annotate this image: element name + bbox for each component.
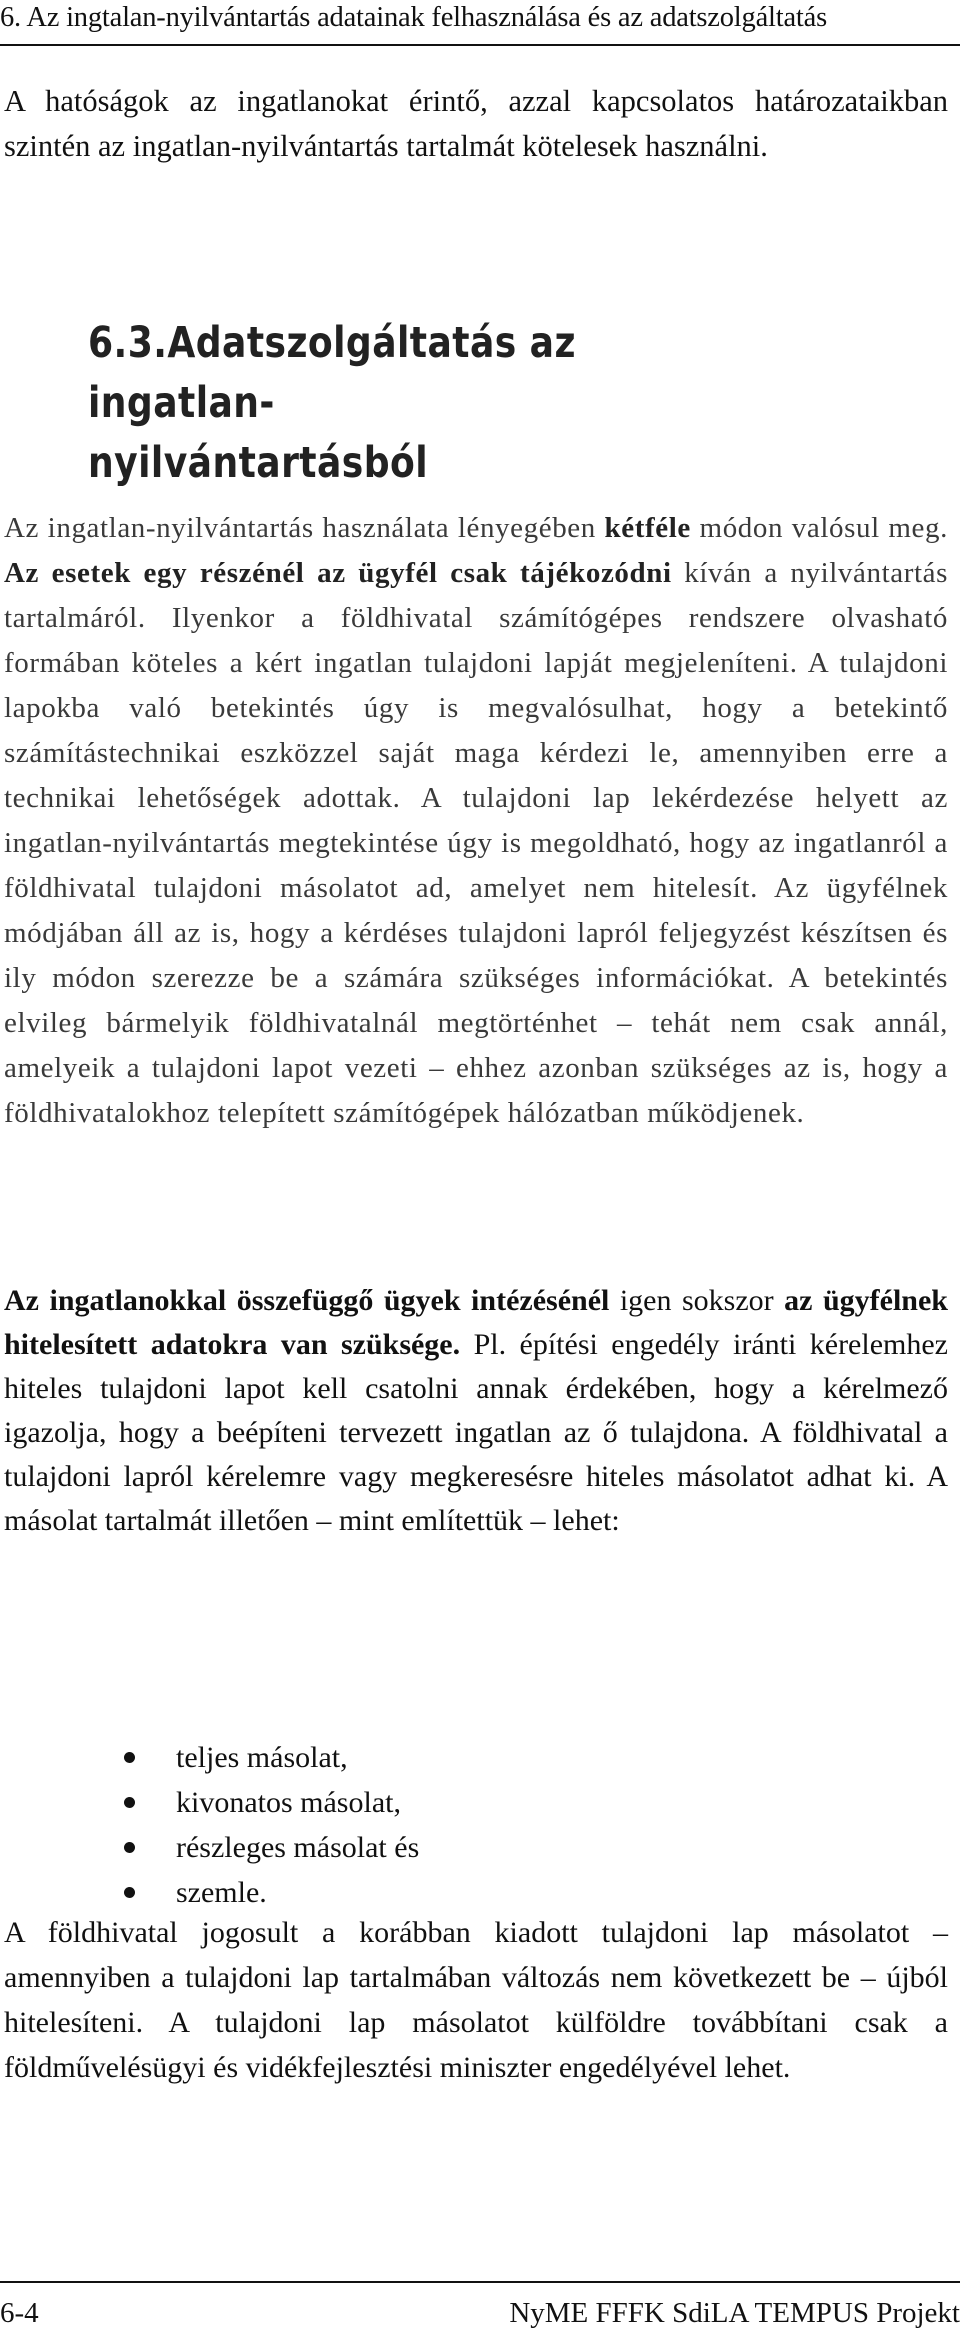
section-title-line2: nyilvántartásból (88, 438, 429, 488)
para3-text: A földhivatal jogosult a korábban kiadott tulajdoni lap másolatot – amennyiben a tulajdoni lap tartalmában változás nem következett be – újból hitelesíteni. A tulajdoni lap másolatot külföldre továbbítani csak a földművelésügyi és vidékfejlesztési miniszter engedélyével lehet. (4, 1916, 948, 2084)
page-number: 6-4 (0, 2297, 39, 2329)
para1-text-rest: kíván a nyilvántartás tartalmáról. Ilyenkor a földhivatal számítógépes rendszere olvasható formában köteles a kért ingatlan tulajdoni lapját megjeleníteni. A tulajdoni lapokba való betekintés úgy is megvalósulhat, hogy a betekintő számítástechnikai eszközzel saját maga kérdezi le, amennyiben erre a technikai lehetőségek adottak. A tulajdoni lap lekérdezése helyett az ingatlan-nyilvántartás megtekintése úgy is megoldható, hogy az ingatlanról a földhivatal tulajdoni másolatot ad, amelyet nem hitelesít. Az ügyfélnek módjában áll az is, hogy a kérdéses tulajdoni lapról feljegyzést készítsen és ily módon szerezze be a számára szükséges információkat. A betekintés elvileg bármelyik földhivatalnál megtörténhet – tehát nem csak annál, amelyeik a tulajdoni lapot vezeti – ehhez azonban szükséges az is, hogy a földhivatalokhoz telepített számítógépek hálózatban működjenek. (4, 557, 948, 1129)
list-item: részleges másolat és (118, 1825, 718, 1870)
para1-text-b: módon valósul meg. (690, 512, 948, 544)
section-title-line1: Adatszolgáltatás az ingatlan- (88, 318, 576, 428)
para2-text-rest: Pl. építési engedély iránti kérelemhez hiteles tulajdoni lapot kell csatolni annak érdekében, hogy a kérelmező igazolja, hogy a beépíteni tervezett ingatlan az ő tulajdona. A földhivatal a tulajdoni lapról kérelemre vagy megkeresésre hiteles másolatot adhat ki. A másolat tartalmát illetően – mint említettük – lehet: (4, 1328, 948, 1537)
paragraph-usage (4, 506, 948, 1136)
section-heading (88, 313, 760, 493)
bullet-icon (124, 1842, 135, 1853)
paragraph-recertify (4, 1910, 948, 2090)
section-number: 6.3. (88, 318, 168, 368)
para2-text-mid: igen sokszor (609, 1284, 785, 1317)
header-rule (0, 44, 960, 46)
bullet-icon (124, 1887, 135, 1898)
bullet-icon (124, 1797, 135, 1808)
intro-paragraph (4, 79, 948, 169)
para1-bold-ketfele: kétféle (604, 512, 691, 544)
para1-text-a: Az ingatlan-nyilvántartás használata lényegében (4, 512, 605, 544)
para1-bold-tajekozodni: Az esetek egy részénél az ügyfél csak tájékozódni (4, 557, 672, 589)
para2-bold-ugyek: Az ingatlanokkal összefüggő ügyek intézésénél (4, 1284, 610, 1317)
footer-rule (0, 2281, 960, 2283)
footer-project: NyME FFFK SdiLA TEMPUS Projekt (509, 2297, 960, 2329)
copy-types-list (118, 1735, 718, 1915)
running-header: 6. Az ingtalan-nyilvántartás adatainak felhasználása és az adatszolgáltatás (0, 2, 827, 33)
bullet-icon (124, 1752, 135, 1763)
intro-text: A hatóságok az ingatlanokat érintő, azzal kapcsolatos határozataikban szintén az ingatlan-nyilvántartás tartalmát kötelesek használni. (4, 84, 948, 163)
list-item: teljes másolat, (118, 1735, 718, 1780)
para2-bold-hitelesitett: az ügyfélnek hitelesített adatokra van szüksége. (4, 1284, 948, 1361)
paragraph-certified (4, 1279, 948, 1543)
list-item: kivonatos másolat, (118, 1780, 718, 1825)
list-item: szemle. (118, 1870, 718, 1915)
